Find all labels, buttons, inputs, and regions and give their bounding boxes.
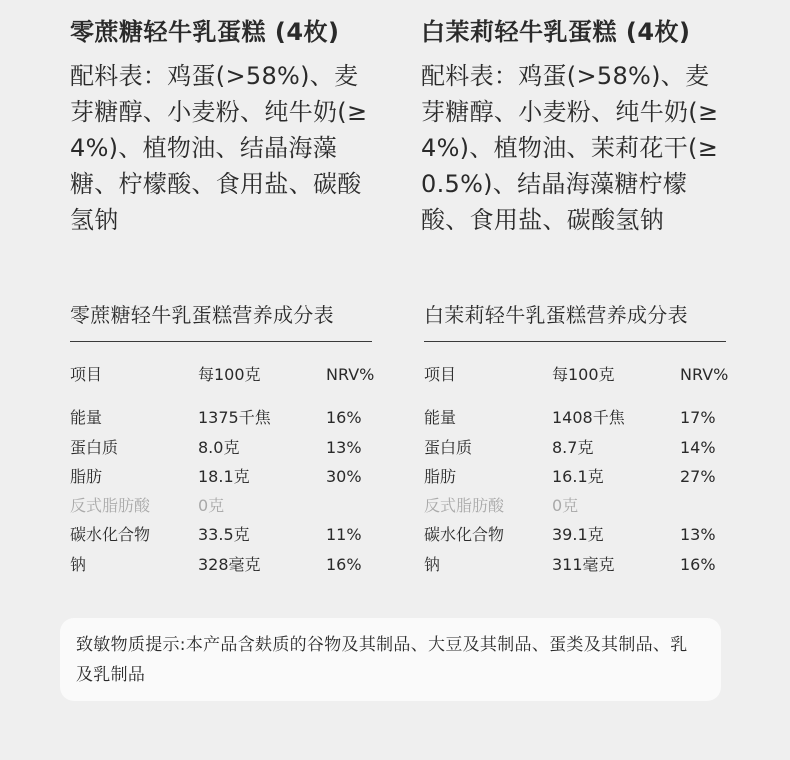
nutrient-amount: 16.1克 bbox=[552, 466, 604, 486]
allergen-notice-text: 致敏物质提示:本产品含麸质的谷物及其制品、大豆及其制品、蛋类及其制品、乳及乳制品 bbox=[76, 635, 688, 685]
header-item: 项目 bbox=[424, 365, 457, 384]
nutrient-amount: 8.7克 bbox=[552, 437, 594, 457]
nutrient-nrv: 16% bbox=[680, 554, 716, 574]
nutrient-nrv: 16% bbox=[326, 408, 362, 428]
nutrient-nrv: 14% bbox=[680, 437, 716, 457]
nutrient-nrv: 13% bbox=[680, 525, 716, 545]
nutrient-name: 钠 bbox=[424, 554, 441, 574]
nutrient-amount: 0克 bbox=[198, 496, 225, 516]
nutrient-name: 蛋白质 bbox=[70, 437, 119, 457]
nutrient-amount: 18.1克 bbox=[198, 466, 250, 486]
nutrient-amount: 0克 bbox=[552, 496, 579, 516]
nutrient-name: 碳水化合物 bbox=[70, 525, 151, 545]
left-nutrition-title: 零蔗糖轻牛乳蛋糕营养成分表 bbox=[70, 303, 334, 327]
nutrient-name: 反式脂肪酸 bbox=[70, 496, 151, 516]
nutrient-name: 能量 bbox=[424, 408, 457, 428]
nutrient-amount: 311毫克 bbox=[552, 554, 615, 574]
left-product-section bbox=[70, 14, 380, 238]
right-nutrition-title: 白茉莉轻牛乳蛋糕营养成分表 bbox=[424, 303, 688, 327]
header-per-100g: 每100克 bbox=[552, 365, 615, 384]
right-product-title: 白茉莉轻牛乳蛋糕 (4枚) bbox=[421, 18, 691, 46]
nutrient-amount: 39.1克 bbox=[552, 525, 604, 545]
nutrient-name: 碳水化合物 bbox=[424, 525, 505, 545]
header-nrv: NRV% bbox=[680, 365, 729, 384]
nutrient-name: 脂肪 bbox=[70, 466, 103, 486]
header-per-100g: 每100克 bbox=[198, 365, 261, 384]
nutrient-nrv: 16% bbox=[326, 554, 362, 574]
nutrient-name: 能量 bbox=[70, 408, 103, 428]
left-divider bbox=[70, 341, 372, 342]
nutrient-nrv: 30% bbox=[326, 466, 362, 486]
header-nrv: NRV% bbox=[326, 365, 375, 384]
right-ingredients: 配料表：鸡蛋(>58%)、麦芽糖醇、小麦粉、纯牛奶(≥4%)、植物油、茉莉花干(≥0.5%)、结晶海藻糖柠檬酸、食用盐、碳酸氢钠 bbox=[421, 62, 719, 234]
left-product-title: 零蔗糖轻牛乳蛋糕 (4枚) bbox=[70, 18, 340, 46]
nutrient-amount: 33.5克 bbox=[198, 525, 250, 545]
nutrient-amount: 8.0克 bbox=[198, 437, 240, 457]
nutrient-name: 蛋白质 bbox=[424, 437, 473, 457]
right-divider bbox=[424, 341, 726, 342]
nutrient-nrv: 27% bbox=[680, 466, 716, 486]
nutrient-nrv: 17% bbox=[680, 408, 716, 428]
nutrient-amount: 1375千焦 bbox=[198, 408, 271, 428]
allergen-notice-box bbox=[60, 618, 721, 701]
nutrient-name: 脂肪 bbox=[424, 466, 457, 486]
nutrient-name: 反式脂肪酸 bbox=[424, 496, 505, 516]
nutrient-nrv: 11% bbox=[326, 525, 362, 545]
nutrient-amount: 328毫克 bbox=[198, 554, 261, 574]
right-product-section bbox=[421, 14, 731, 238]
left-ingredients: 配料表：鸡蛋(>58%)、麦芽糖醇、小麦粉、纯牛奶(≥4%)、植物油、结晶海藻糖、柠檬酸、食用盐、碳酸氢钠 bbox=[70, 62, 368, 234]
nutrient-amount: 1408千焦 bbox=[552, 408, 625, 428]
header-item: 项目 bbox=[70, 365, 103, 384]
nutrient-nrv: 13% bbox=[326, 437, 362, 457]
nutrient-name: 钠 bbox=[70, 554, 87, 574]
